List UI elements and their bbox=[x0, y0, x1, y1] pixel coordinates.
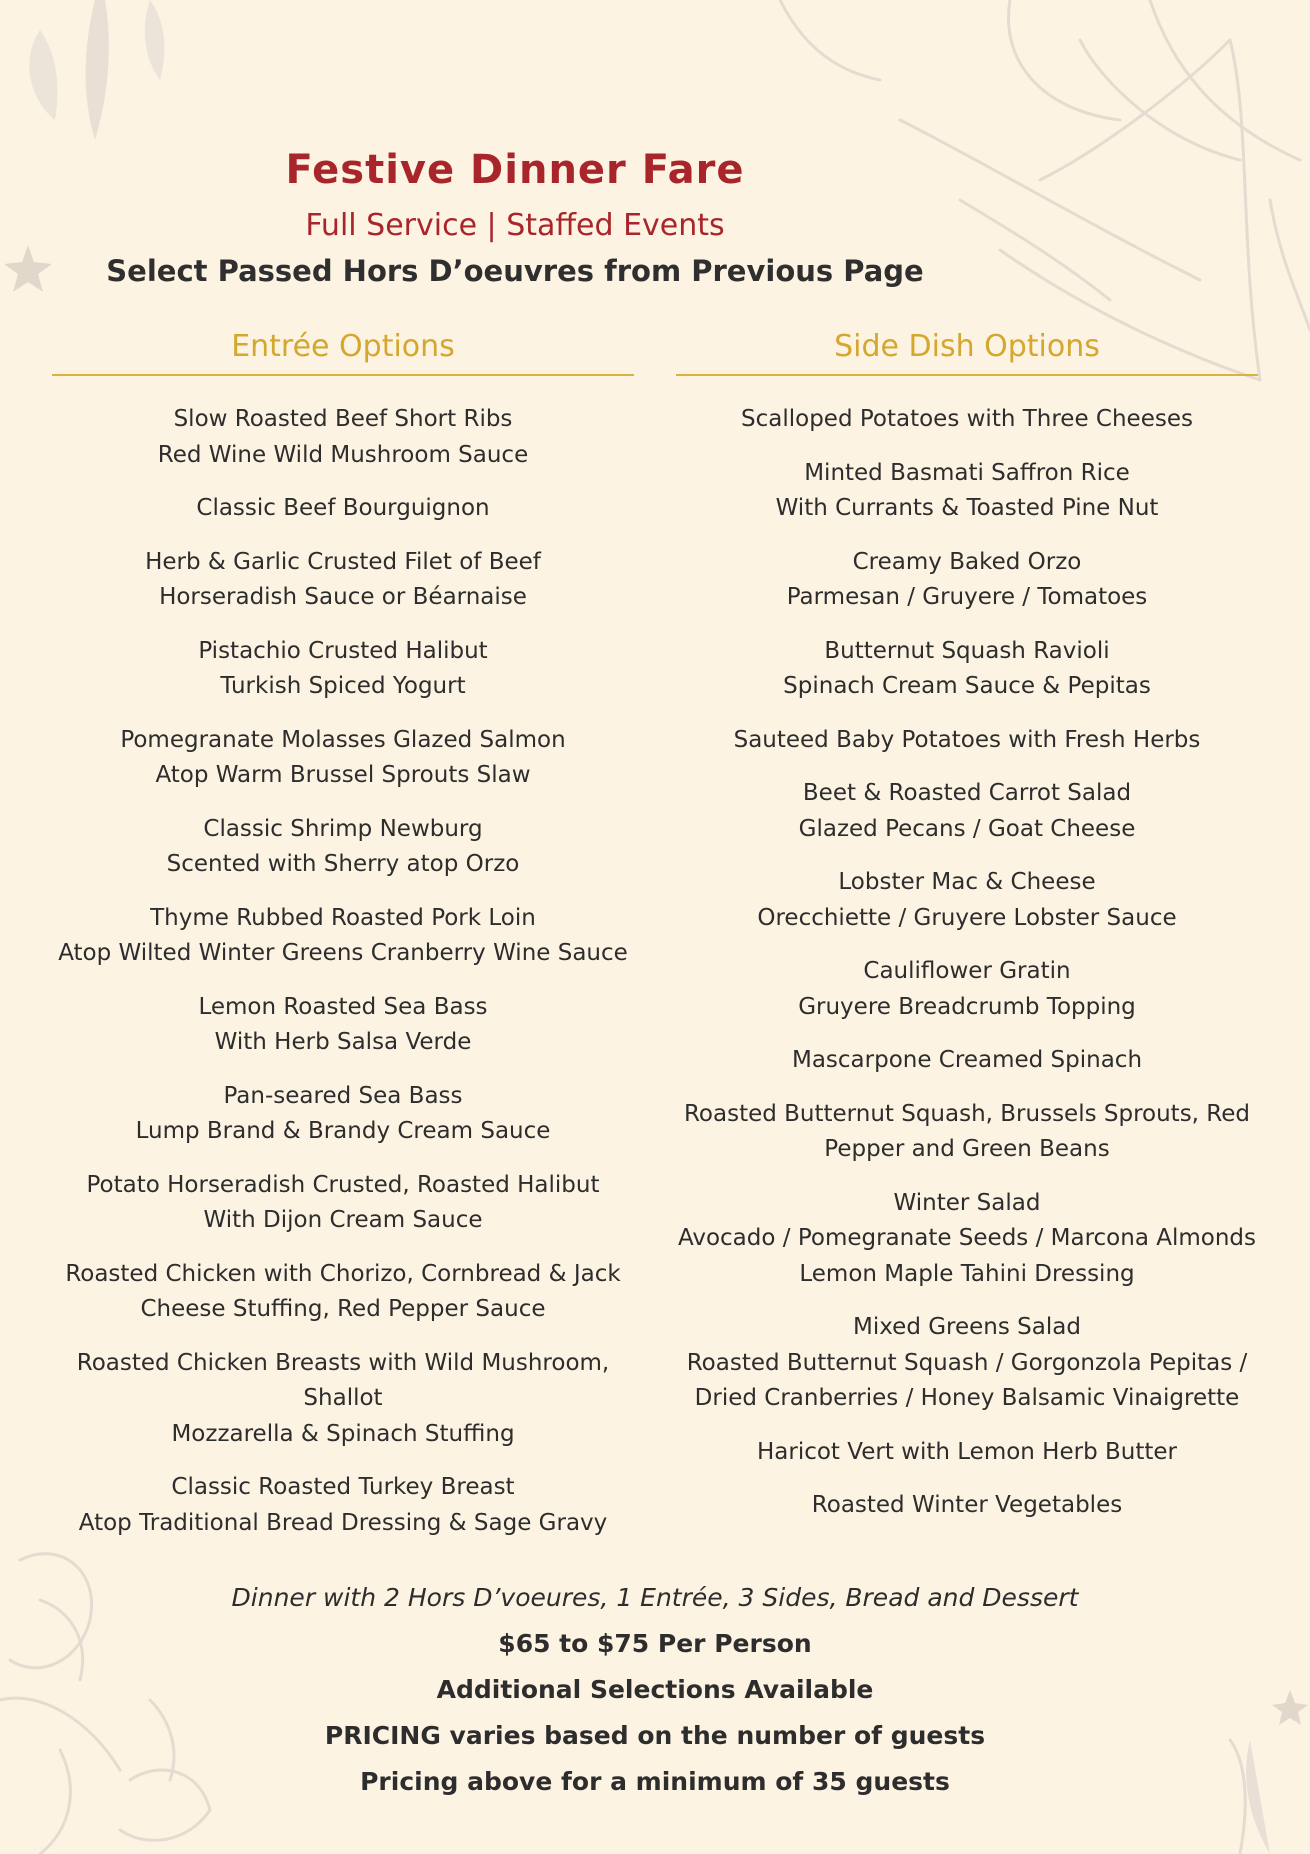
menu-item-detail: Mozzarella & Spinach Stuffing bbox=[171, 1420, 515, 1447]
menu-item-name: Haricot Vert with Lemon Herb Butter bbox=[756, 1438, 1177, 1465]
menu-header bbox=[0, 140, 1030, 292]
menu-item-name: Mascarpone Creamed Spinach bbox=[791, 1047, 1143, 1073]
menu-item bbox=[676, 954, 1258, 1025]
menu-item-name: Slow Roasted Beef Short Ribs bbox=[173, 406, 513, 432]
menu-item-name: Potato Horseradish Crusted, Roasted Halibut bbox=[86, 1171, 600, 1198]
menu-item-name: Butternut Squash Ravioli bbox=[824, 637, 1110, 664]
menu-item-detail: Shallot bbox=[303, 1385, 383, 1411]
menu-item bbox=[52, 1168, 634, 1239]
menu-item-name: Classic Shrimp Newburg bbox=[203, 815, 483, 842]
menu-item bbox=[52, 1470, 634, 1541]
menu-item-name: Thyme Rubbed Roasted Pork Loin bbox=[150, 904, 536, 931]
menu-item bbox=[676, 776, 1258, 847]
package-description: Dinner with 2 Hors D’voeures, 1 Entrée, 3 Sides, Bread and Dessert bbox=[231, 1583, 1079, 1612]
menu-item-name: Lobster Mac & Cheese bbox=[838, 869, 1096, 895]
menu-item-name: Classic Beef Bourguignon bbox=[196, 495, 490, 521]
side-dish-list bbox=[676, 402, 1258, 1524]
menu-item-name: Creamy Baked Orzo bbox=[852, 548, 1082, 575]
menu-item bbox=[52, 901, 634, 972]
menu-item bbox=[676, 634, 1258, 705]
menu-item-detail: Spinach Cream Sauce & Pepitas bbox=[783, 673, 1151, 699]
menu-item bbox=[52, 1079, 634, 1150]
menu-item-name: Cauliflower Gratin bbox=[863, 958, 1071, 984]
pricing-note: PRICING varies based on the number of guests bbox=[324, 1721, 986, 1750]
menu-item-detail: Atop Wilted Winter Greens Cranberry Wine Sauce bbox=[58, 940, 628, 966]
menu-item-name: Roasted Winter Vegetables bbox=[811, 1492, 1123, 1518]
menu-item-detail: Roasted Butternut Squash / Gorgonzola Pepitas / bbox=[686, 1349, 1248, 1376]
menu-item-name: Herb & Garlic Crusted Filet of Beef bbox=[145, 548, 541, 575]
menu-item bbox=[676, 1310, 1258, 1417]
menu-item-detail: Gruyere Breadcrumb Topping bbox=[798, 993, 1136, 1020]
menu-item-detail: Scented with Sherry atop Orzo bbox=[166, 851, 520, 877]
page-subtitle: Full Service | Staffed Events bbox=[305, 208, 725, 243]
menu-item bbox=[676, 723, 1258, 759]
menu-item-name: Roasted Chicken with Chorizo, Cornbread & Jack bbox=[65, 1260, 621, 1287]
menu-item bbox=[52, 545, 634, 616]
menu-item-name: Sauteed Baby Potatoes with Fresh Herbs bbox=[733, 726, 1201, 753]
menu-item-detail: With Herb Salsa Verde bbox=[214, 1029, 472, 1055]
menu-item-detail: Lemon Maple Tahini Dressing bbox=[799, 1260, 1135, 1287]
menu-item-name: Lemon Roasted Sea Bass bbox=[198, 993, 488, 1020]
menu-item-name: Roasted Butternut Squash, Brussels Sprouts, Red bbox=[683, 1100, 1251, 1127]
additional-selections: Additional Selections Available bbox=[436, 1675, 874, 1704]
page-title: Festive Dinner Fare bbox=[285, 147, 745, 193]
menu-item-detail: Avocado / Pomegranate Seeds / Marcona Almonds bbox=[677, 1225, 1257, 1251]
menu-item-detail: Dried Cranberries / Honey Balsamic Vinaigrette bbox=[694, 1385, 1240, 1411]
side-dish-options-column bbox=[676, 322, 1258, 1542]
menu-item bbox=[52, 402, 634, 473]
menu-item bbox=[676, 1186, 1258, 1293]
entree-options-heading: Entrée Options bbox=[52, 322, 634, 376]
menu-item-detail: Atop Warm Brussel Sprouts Slaw bbox=[155, 762, 531, 788]
menu-item-detail: Atop Traditional Bread Dressing & Sage Gravy bbox=[78, 1509, 608, 1536]
menu-item bbox=[676, 545, 1258, 616]
menu-item-name: Classic Roasted Turkey Breast bbox=[171, 1474, 515, 1500]
minimum-guests: Pricing above for a minimum of 35 guests bbox=[360, 1767, 950, 1796]
menu-item-detail: Orecchiette / Gruyere Lobster Sauce bbox=[757, 904, 1177, 931]
menu-item bbox=[52, 634, 634, 705]
menu-item-name: Pan-seared Sea Bass bbox=[223, 1082, 463, 1109]
menu-item bbox=[676, 456, 1258, 527]
menu-item bbox=[676, 1097, 1258, 1168]
entree-list bbox=[52, 402, 634, 1541]
menu-item-name: Roasted Chicken Breasts with Wild Mushroom, bbox=[76, 1349, 610, 1376]
menu-item-name: Pomegranate Molasses Glazed Salmon bbox=[120, 726, 566, 753]
menu-item-name: Winter Salad bbox=[893, 1189, 1041, 1216]
menu-item-detail: Parmesan / Gruyere / Tomatoes bbox=[786, 584, 1148, 610]
menu-item bbox=[52, 491, 634, 527]
menu-item bbox=[676, 1435, 1258, 1471]
menu-item-detail: Turkish Spiced Yogurt bbox=[220, 673, 466, 699]
menu-item bbox=[676, 1043, 1258, 1079]
menu-item-detail: Glazed Pecans / Goat Cheese bbox=[798, 815, 1136, 842]
menu-item-name: Beet & Roasted Carrot Salad bbox=[802, 780, 1132, 806]
side-dish-options-heading: Side Dish Options bbox=[676, 322, 1258, 376]
entree-options-column bbox=[52, 322, 634, 1559]
menu-item-detail: Pepper and Green Beans bbox=[824, 1136, 1110, 1162]
menu-item bbox=[52, 812, 634, 883]
menu-item-name: Minted Basmati Saffron Rice bbox=[804, 459, 1130, 486]
price-per-person: $65 to $75 Per Person bbox=[498, 1629, 812, 1658]
menu-item-name: Mixed Greens Salad bbox=[853, 1314, 1081, 1340]
menu-item-detail: With Dijon Cream Sauce bbox=[203, 1207, 483, 1233]
menu-item bbox=[52, 1257, 634, 1328]
menu-item bbox=[676, 1488, 1258, 1524]
pricing-footer bbox=[0, 1575, 1310, 1805]
menu-item bbox=[52, 1346, 634, 1453]
menu-item bbox=[52, 723, 634, 794]
menu-item-detail: With Currants & Toasted Pine Nut bbox=[775, 495, 1159, 521]
menu-item bbox=[676, 402, 1258, 438]
menu-item-detail: Lump Brand & Brandy Cream Sauce bbox=[135, 1118, 551, 1144]
menu-item-detail: Cheese Stuffing, Red Pepper Sauce bbox=[140, 1296, 546, 1322]
menu-item-name: Scalloped Potatoes with Three Cheeses bbox=[741, 406, 1193, 432]
menu-item-detail: Horseradish Sauce or Béarnaise bbox=[159, 584, 527, 610]
page-tagline: Select Passed Hors D’oeuvres from Previous Page bbox=[106, 254, 924, 288]
menu-item-name: Pistachio Crusted Halibut bbox=[198, 637, 488, 664]
menu-item bbox=[52, 990, 634, 1061]
menu-item-detail: Red Wine Wild Mushroom Sauce bbox=[157, 441, 529, 468]
menu-item bbox=[676, 865, 1258, 936]
